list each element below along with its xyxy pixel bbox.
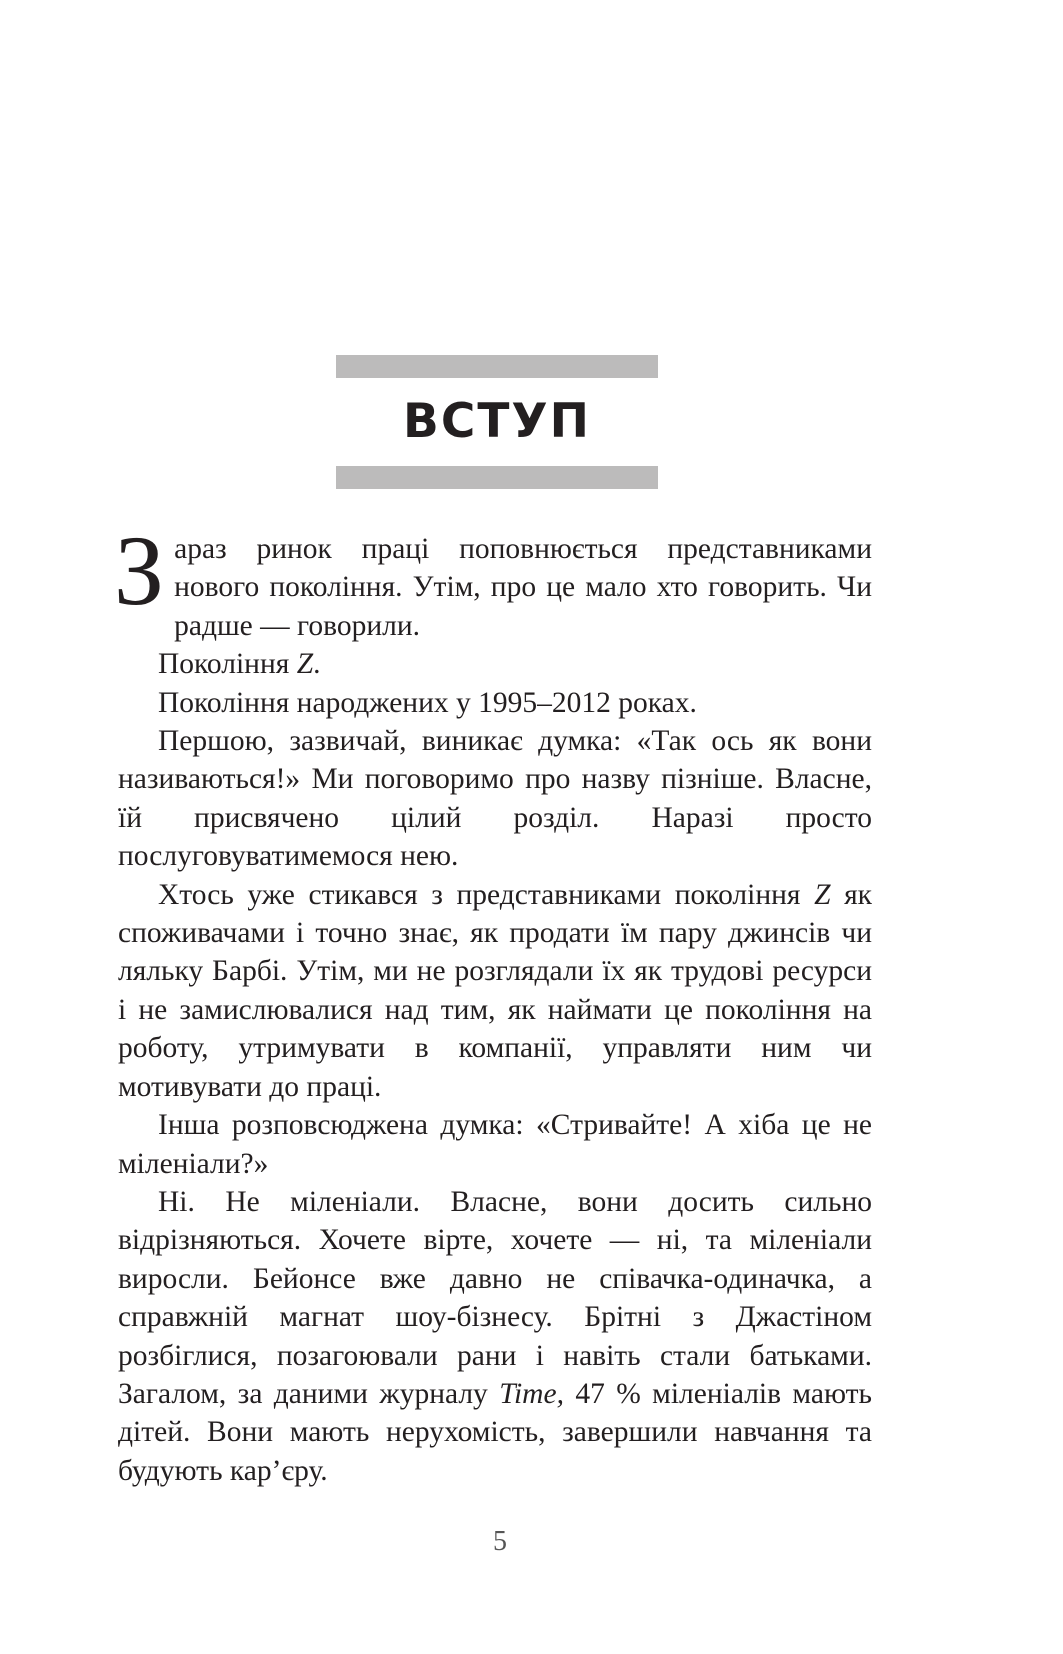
paragraph-2 [118, 645, 872, 683]
paragraph-7-text-b: 47 % міленіалів мають дітей. Вони мають нерухомість, завершили навчання та будують кар’єру. [118, 1377, 872, 1487]
paragraph-6: Інша розповсюджена думка: «Стривайте! А хіба це не міленіали?» [118, 1109, 872, 1180]
drop-cap: З [114, 515, 165, 626]
paragraph-5-text-a: Хтось уже стикався з представниками покоління [158, 878, 815, 911]
body-text [114, 515, 873, 1490]
page-number: 5 [493, 1526, 507, 1557]
paragraph-2-z: Z [296, 648, 314, 681]
paragraph-5-text-b: як споживачами і точно знає, як продати їм пару джинсів чи ляльку Барбі. Утім, ми не розглядали їх як трудові ресурси і не замислювалися над тим, як наймати це покоління на роботу, утримувати в компанії, управляти ним чи мотивувати до праці. [118, 878, 873, 1103]
paragraph-2-text-b: . [313, 648, 321, 681]
paragraph-1 [114, 515, 872, 645]
paragraph-4: Першою, зазвичай, виникає думка: «Так ось як вони називаються!» Ми поговоримо про назву пізніше. Власне, їй присвячено цілий розділ. Наразі просто послуговуватимемося нею. [118, 725, 872, 873]
chapter-title: ВСТУП [403, 394, 591, 449]
title-bottom-bar [336, 466, 658, 489]
title-top-bar [336, 355, 658, 378]
paragraph-1-text: араз ринок праці поповнюється представниками нового покоління. Утім, про це мало хто говорить. Чи радше — говорили. [174, 533, 872, 642]
paragraph-3: Покоління народжених у 1995–2012 роках. [158, 686, 697, 719]
paragraph-7 [118, 1183, 872, 1490]
paragraph-7-text-a: Ні. Не міленіали. Власне, вони досить сильно відрізняються. Хочете вірте, хочете — ні, та міленіали виросли. Бейонсе вже давно не співачка-одиначка, а справжній магнат шоу-бізнесу. Брітні з Джастіном розбіглися, позагоювали рани і навіть стали батьками. Загалом, за даними журналу [118, 1185, 872, 1410]
paragraph-2-text-a: Покоління [158, 648, 297, 681]
paragraph-5 [118, 876, 872, 1106]
paragraph-7-time: Time, [499, 1377, 564, 1410]
paragraph-5-z: Z [814, 878, 831, 911]
